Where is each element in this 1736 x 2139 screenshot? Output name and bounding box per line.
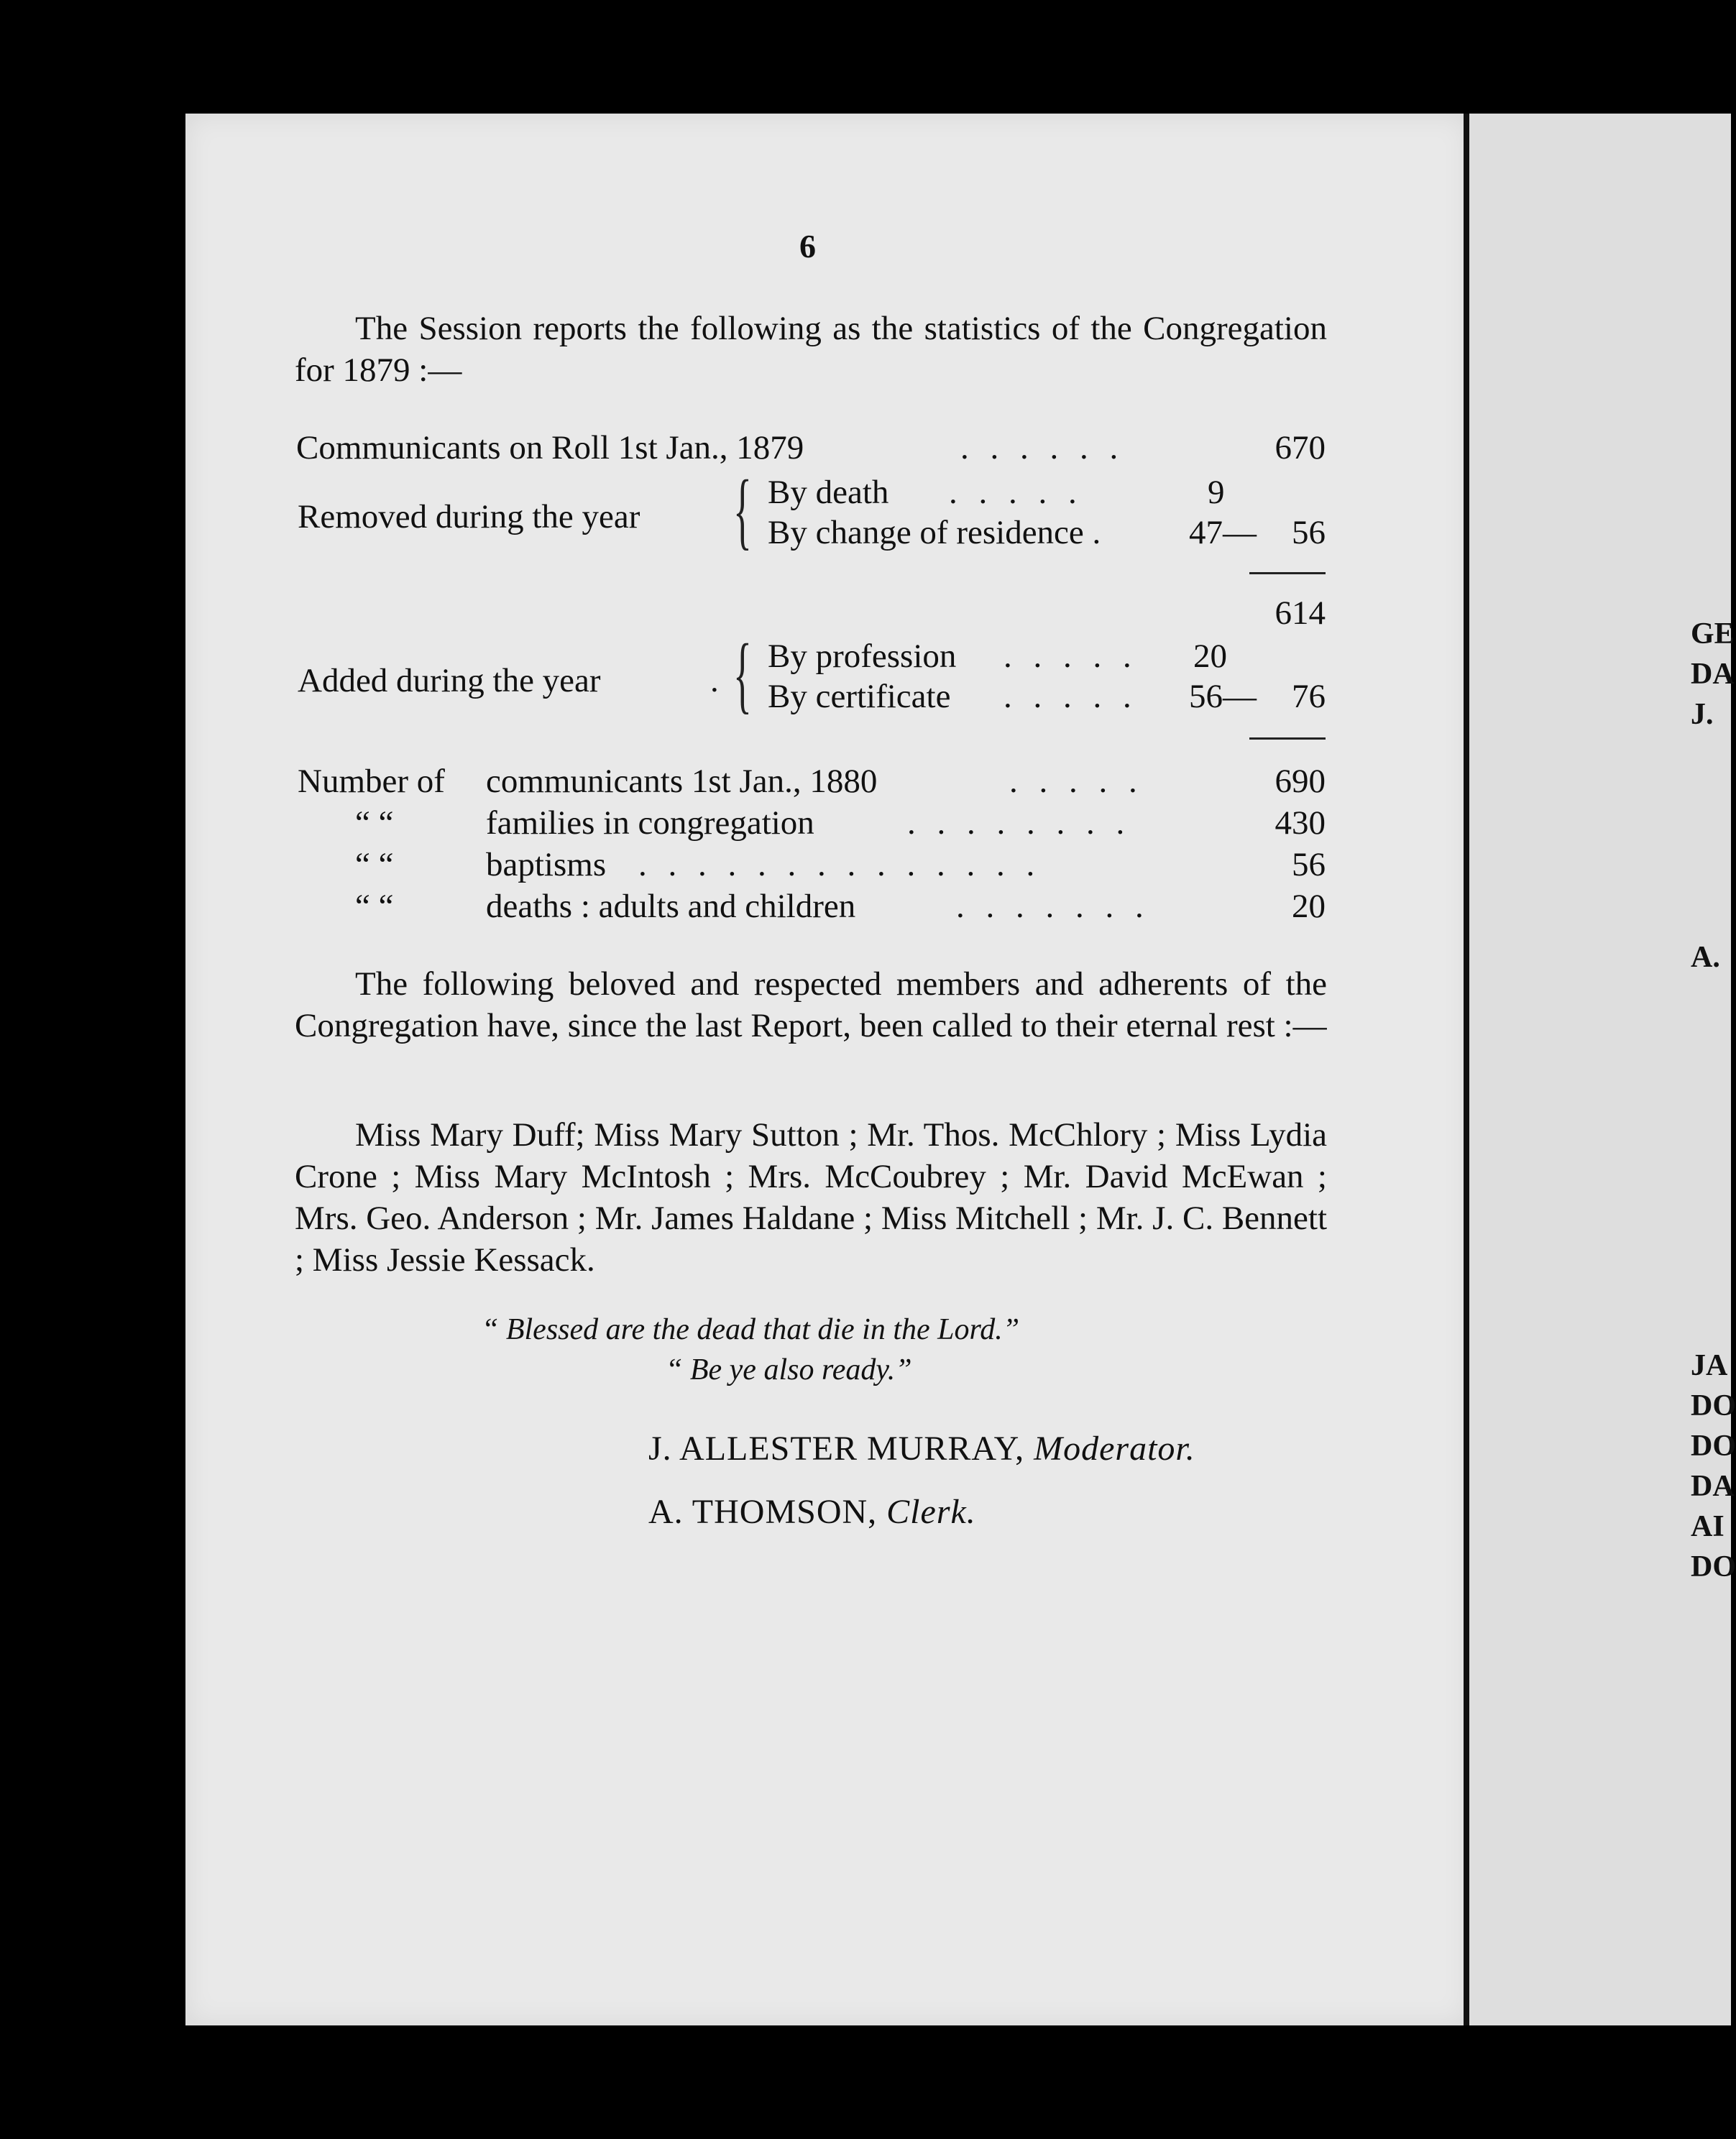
removed-item-residence-value: 47— [1189,514,1257,551]
summary-label-baptisms: baptisms [486,846,607,883]
right-fragment: DA [1691,1470,1735,1503]
added-item-profession-leader: . . . . . [1004,638,1138,675]
summary-prefix-deaths: “ “ [355,888,394,925]
clerk-name: A. THOMSON, [648,1493,878,1531]
summary-label-families: families in congregation [486,804,814,842]
removed-total: 56 [1292,514,1326,551]
summary-prefix-communicants: Number of [298,763,445,800]
right-fragment: DO [1691,1389,1736,1422]
right-fragment: J. [1691,698,1714,731]
summary-value-deaths: 20 [1292,888,1326,925]
summary-value-baptisms: 56 [1292,846,1326,883]
removed-item-residence-label: By change of residence . [768,514,1101,551]
right-fragment: DO [1691,1550,1736,1583]
clerk-signature [648,1492,976,1532]
total-rule [1249,737,1326,740]
roll-value: 670 [1275,429,1326,466]
right-fragment: GE [1691,617,1735,650]
summary-label-communicants: communicants 1st Jan., 1880 [486,763,878,800]
moderator-title: Moderator. [1034,1430,1195,1468]
intro-paragraph: The Session reports the following as the statistics of the Congregation for 1879 :— [295,310,1327,389]
roll-leader: . . . . . . [960,429,1125,466]
removed-subtotal: 614 [1275,594,1326,632]
deceased-intro: The following beloved and respected members and adherents of the Congregation have, since the last Report, been called to their eternal rest :— [295,965,1327,1044]
right-fragment: DA [1691,658,1735,691]
right-fragment: DO [1691,1430,1736,1463]
added-total: 76 [1292,678,1326,715]
added-item-certificate-value: 56— [1189,678,1257,715]
added-brace: { [733,626,752,722]
summary-leader-families: . . . . . . . . [907,804,1131,842]
added-item-certificate-label: By certificate [768,678,951,715]
removed-label: Removed during the year [298,498,640,535]
deceased-list: Miss Mary Duff; Miss Mary Sutton ; Mr. Thos. McChlory ; Miss Lydia Crone ; Miss Mary McIntosh ; Mrs. McCoubrey ; Mr. David McEwan ; Mrs. Geo. Anderson ; Mr. James Haldane ; Miss Mitchell ; Mr. J. C. Bennett ; Miss Jessie Kessack. [295,1116,1328,1279]
summary-leader-baptisms: . . . . . . . . . . . . . . [638,846,1042,883]
summary-leader-deaths: . . . . . . . [956,888,1150,925]
left-page [185,114,1469,2025]
right-fragment: AI [1691,1510,1724,1543]
summary-prefix-families: “ “ [355,804,394,842]
page-number: 6 [799,228,816,264]
added-label: Added during the year [298,662,601,699]
added-item-profession-value: 20 [1193,638,1227,675]
removed-item-death-leader: . . . . . [949,474,1083,511]
right-fragment: JA [1691,1349,1728,1382]
added-dot: . [710,662,719,699]
added-item-profession-label: By profession [768,638,957,675]
summary-label-deaths: deaths : adults and children [486,888,856,925]
summary-value-communicants: 690 [1275,763,1326,800]
removed-brace: { [733,462,752,558]
right-fragment: A. [1691,941,1720,974]
moderator-signature [648,1429,1195,1468]
roll-label: Communicants on Roll 1st Jan., 1879 [296,429,804,466]
quote-blessed: “ Blessed are the dead that die in the Lord.” [482,1313,1020,1346]
summary-leader-communicants: . . . . . [1009,763,1144,800]
removed-item-death-value: 9 [1208,474,1225,511]
added-item-certificate-leader: . . . . . [1004,678,1138,715]
summary-value-families: 430 [1275,804,1326,842]
right-page [1469,114,1731,2025]
summary-prefix-baptisms: “ “ [355,846,394,883]
quote-ready: “ Be ye also ready.” [666,1353,912,1386]
removed-item-death-label: By death [768,474,889,511]
clerk-title: Clerk. [886,1493,976,1531]
subtotal-rule [1249,572,1326,574]
moderator-name: J. ALLESTER MURRAY, [648,1430,1025,1468]
